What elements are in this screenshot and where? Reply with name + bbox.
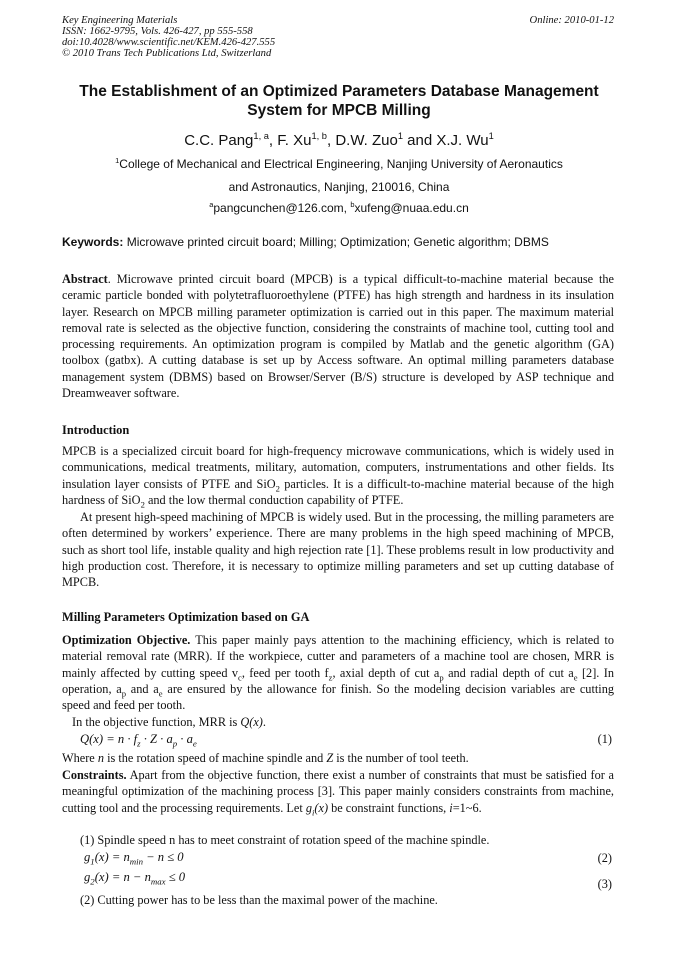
affiliation-sup: 1 xyxy=(115,156,120,165)
author-1-sup: 1, a xyxy=(253,131,269,141)
obj-sub-e2: e xyxy=(158,688,163,699)
email-b[interactable]: xufeng@nuaa.edu.cn xyxy=(354,201,469,215)
intro-p1-sub2: 2 xyxy=(140,499,145,510)
equation-3 xyxy=(84,869,185,885)
mrr-c: . xyxy=(262,715,266,729)
doi-line[interactable]: doi:10.4028/www.scientific.net/KEM.426-427.555 xyxy=(62,37,276,48)
equation-2 xyxy=(84,849,184,865)
author-sep: , xyxy=(326,132,336,149)
where-b: is the rotation speed of machine spindle and xyxy=(104,751,327,765)
section-heading-ga: Milling Parameters Optimization based on GA xyxy=(62,610,310,624)
title-line-2: System for MPCB Milling xyxy=(247,102,431,119)
author-list xyxy=(62,132,616,150)
mrr-line xyxy=(72,714,266,730)
author-2-sup: 1, b xyxy=(311,131,327,141)
objective-paragraph xyxy=(62,632,614,713)
mrr-qx: Q(x) xyxy=(240,715,263,729)
eq3-b: (x) = n − n xyxy=(94,870,151,884)
eq2-a: g xyxy=(84,850,91,864)
con-i: i xyxy=(449,800,453,815)
author-1: C.C. Pang xyxy=(184,132,254,149)
email-b-sup: b xyxy=(350,200,355,209)
author-2: F. Xu xyxy=(277,132,312,149)
obj-sub-p2: p xyxy=(121,688,127,699)
eq1-sub-e: e xyxy=(192,738,197,749)
keywords-text: Microwave printed circuit board; Milling; Optimization; Genetic algorithm; DBMS xyxy=(123,235,549,249)
email-a-sup: a xyxy=(209,200,214,209)
title-line-1: The Establishment of an Optimized Parameters Database Management xyxy=(79,83,599,100)
intro-p1-a: MPCB is a specialized circuit board for high-frequency microwave communications, which is widely used in communications, medical treatments, military, automation, computers, instrumentations and other fields. Its insulation layer consists of PTFE and SiO xyxy=(62,444,614,491)
constraint-item-1: (1) Spindle speed n has to meet constraint of rotation speed of the machine spindle. xyxy=(80,833,490,847)
intro-paragraph-1 xyxy=(62,443,614,508)
eq3-sub-max: max xyxy=(150,876,166,887)
issn-line: ISSN: 1662-9795, Vols. 426-427, pp 555-558 xyxy=(62,26,253,37)
eq2-c: − n ≤ 0 xyxy=(143,850,184,864)
copyright-line: © 2010 Trans Tech Publications Ltd, Switzerland xyxy=(62,48,272,59)
where-n: n xyxy=(97,751,104,765)
keywords xyxy=(62,235,616,250)
where-line xyxy=(62,750,469,766)
intro-paragraph-2: At present high-speed machining of MPCB is widely used. But in the processing, the milling parameters are often determined by workers’ experience. There are many problems in the high speed machining of MPCB, such as short tool life, instable quality and high rejection rate [1]. These problems result in low productivity and high production cost. Therefore, it is necessary to optimize milling parameters and set up cutting database of MPCB. xyxy=(62,510,614,590)
obj-sub-c: c xyxy=(238,672,242,683)
eq1-sub-z: z xyxy=(137,738,141,749)
where-a: Where xyxy=(62,751,98,765)
equation-3-number: (3) xyxy=(597,877,612,891)
where-c: is the number of tool teeth. xyxy=(333,751,469,765)
online-date: Online: 2010-01-12 xyxy=(529,15,614,26)
con-gi: i xyxy=(311,807,315,818)
eq1-sub-p: p xyxy=(172,738,178,749)
journal-header xyxy=(62,15,275,59)
obj-f: and a xyxy=(126,681,159,696)
author-and: and xyxy=(403,132,437,149)
obj-sub-p: p xyxy=(439,672,444,683)
equation-2-number: (2) xyxy=(597,851,612,865)
constraints-label: Constraints. xyxy=(62,768,127,782)
eq2-b: (x) = n xyxy=(94,850,130,864)
author-4: X.J. Wu xyxy=(436,132,489,149)
author-3: D.W. Zuo xyxy=(335,132,398,149)
eq1-end: · a xyxy=(177,732,193,746)
con-b: be constraint functions, xyxy=(328,800,450,815)
obj-c: , axial depth of cut a xyxy=(332,665,440,680)
obj-sub-z: z xyxy=(328,672,333,683)
affiliation-text-1: College of Mechanical and Electrical Engineering, Nanjing University of Aeronautics xyxy=(119,157,563,171)
abstract-text: . Microwave printed circuit board (MPCB) is a typical difficult-to-machine material because the ceramic particle bonded with polytetrafluoroethylene (PTFE) has high strength and hardness in its insulation layer. Research on MPCB milling parameter optimization is carried out in this paper. The maximum material removal rate is selected as the objective function, considering the constraints of machine tool, cutting tool and processing requirements. An optimization program is compiled by Matlab and the genetic algorithm (GA) toolbox (gatbx). A cutting database is set up by Access software. An optimal milling parameters database management system (DBMS) based on Browser/Server (B/S) structure is developed by ASP technique and Dreamweaver software. xyxy=(62,272,614,401)
con-g: g xyxy=(305,800,312,815)
where-z: Z xyxy=(326,751,334,765)
eq3-a: g xyxy=(84,870,91,884)
keywords-label: Keywords: xyxy=(62,235,124,249)
affiliation-line-1 xyxy=(62,157,616,172)
eq3-c: ≤ 0 xyxy=(165,870,186,884)
mrr-a: In the objective function, MRR is xyxy=(72,715,241,729)
eq1-mid: · Z · a xyxy=(140,732,173,746)
affiliation-line-2: and Astronautics, Nanjing, 210016, China xyxy=(228,180,450,194)
eq2-sub-min: min xyxy=(129,856,143,867)
intro-p1-c: and the low thermal conduction capability of PTFE. xyxy=(144,492,404,507)
intro-p1-sub1: 2 xyxy=(275,483,280,494)
author-3-sup: 1 xyxy=(397,131,403,141)
equation-1 xyxy=(80,731,197,747)
introduction-heading: Introduction xyxy=(62,423,130,437)
author-sep: , xyxy=(268,132,278,149)
con-a: Apart from the objective function, there exist a number of constraints that must be satisfied for a meaningful optimization of the machining process [3]. This paper mainly considers constraints from machine, cutting tool and the processing requirements. Let xyxy=(62,768,614,815)
con-x: (x) xyxy=(314,800,329,815)
email-line xyxy=(62,201,616,216)
eq3-sub2: 2 xyxy=(90,876,95,887)
journal-name: Key Engineering Materials xyxy=(62,15,178,26)
obj-g: are ensured by the allowance for finish. So the modeling decision variables are cutting speed and feed per tooth. xyxy=(62,681,614,713)
obj-e: [2]. In operation, a xyxy=(62,665,614,696)
abstract xyxy=(62,271,614,401)
con-c: =1~6. xyxy=(452,800,482,815)
eq2-sub1: 1 xyxy=(90,856,95,867)
equation-1-number: (1) xyxy=(597,732,612,746)
constraint-item-2: (2) Cutting power has to be less than the maximal power of the machine. xyxy=(80,893,438,907)
obj-b: , feed per tooth f xyxy=(241,665,329,680)
eq1-a: Q(x) = n · f xyxy=(80,732,138,746)
obj-a: This paper mainly pays attention to the machining efficiency, which is related to material removal rate (MRR). If the workpiece, cutter and parameters of a machine tool are chosen, MRR is mainly affected by cutting speed v xyxy=(62,633,614,680)
constraints-paragraph xyxy=(62,767,614,816)
objective-label: Optimization Objective. xyxy=(62,633,191,647)
email-a[interactable]: pangcunchen@126.com, xyxy=(213,201,351,215)
obj-sub-e: e xyxy=(573,672,578,683)
obj-d: and radial depth of cut a xyxy=(443,665,574,680)
author-4-sup: 1 xyxy=(488,131,494,141)
abstract-label: Abstract xyxy=(62,272,108,286)
paper-title xyxy=(62,82,616,120)
intro-p1-b: particles. It is a difficult-to-machine material because of the high hardness of SiO xyxy=(62,476,615,507)
